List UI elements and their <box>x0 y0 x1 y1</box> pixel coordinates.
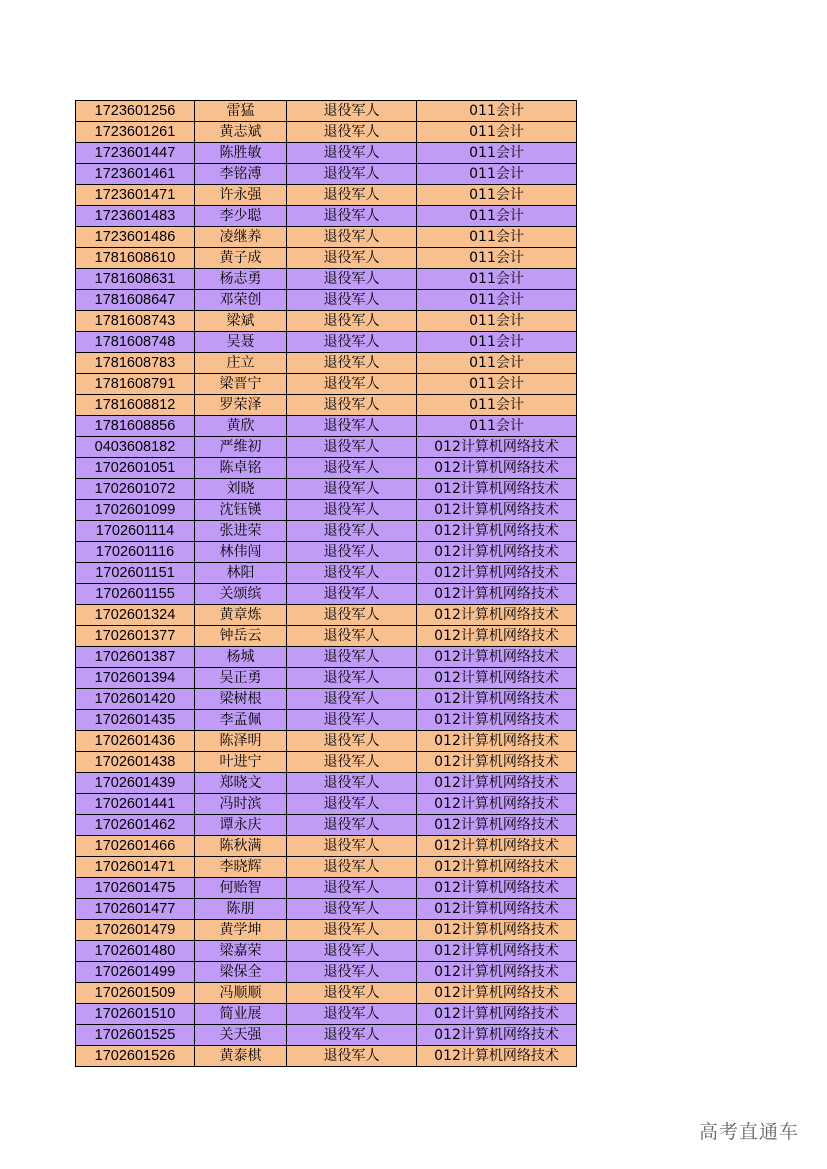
major-cell: 012计算机网络技术 <box>417 1004 577 1025</box>
student-id-cell: 1702601151 <box>76 563 195 584</box>
student-id-cell: 1781608647 <box>76 290 195 311</box>
table-row <box>76 185 577 206</box>
student-name-cell: 陈胜敏 <box>195 143 287 164</box>
table-row <box>76 899 577 920</box>
major-cell: 012计算机网络技术 <box>417 962 577 983</box>
major-cell: 011会计 <box>417 185 577 206</box>
table-row <box>76 227 577 248</box>
category-cell: 退役军人 <box>287 227 417 248</box>
table-row <box>76 626 577 647</box>
category-cell: 退役军人 <box>287 962 417 983</box>
student-id-cell: 1723601471 <box>76 185 195 206</box>
major-cell: 012计算机网络技术 <box>417 689 577 710</box>
major-cell: 012计算机网络技术 <box>417 521 577 542</box>
student-name-cell: 梁保全 <box>195 962 287 983</box>
category-cell: 退役军人 <box>287 164 417 185</box>
category-cell: 退役军人 <box>287 626 417 647</box>
table-row <box>76 206 577 227</box>
student-name-cell: 张进荣 <box>195 521 287 542</box>
table-row <box>76 647 577 668</box>
table-row <box>76 395 577 416</box>
student-id-cell: 1702601436 <box>76 731 195 752</box>
student-id-cell: 1702601435 <box>76 710 195 731</box>
student-name-cell: 陈秋满 <box>195 836 287 857</box>
student-name-cell: 简业展 <box>195 1004 287 1025</box>
student-id-cell: 1702601394 <box>76 668 195 689</box>
table-row <box>76 248 577 269</box>
student-id-cell: 1702601439 <box>76 773 195 794</box>
student-id-cell: 1702601499 <box>76 962 195 983</box>
student-name-cell: 陈朋 <box>195 899 287 920</box>
student-name-cell: 黄子成 <box>195 248 287 269</box>
category-cell: 退役军人 <box>287 899 417 920</box>
student-id-cell: 1702601116 <box>76 542 195 563</box>
table-row <box>76 122 577 143</box>
student-id-cell: 1702601471 <box>76 857 195 878</box>
student-id-cell: 1702601155 <box>76 584 195 605</box>
student-name-cell: 罗荣泽 <box>195 395 287 416</box>
student-name-cell: 谭永庆 <box>195 815 287 836</box>
student-name-cell: 冯顺顺 <box>195 983 287 1004</box>
student-name-cell: 杨城 <box>195 647 287 668</box>
student-name-cell: 黄泰棋 <box>195 1046 287 1067</box>
major-cell: 012计算机网络技术 <box>417 668 577 689</box>
category-cell: 退役军人 <box>287 332 417 353</box>
category-cell: 退役军人 <box>287 941 417 962</box>
student-name-cell: 严维初 <box>195 437 287 458</box>
student-name-cell: 黄学坤 <box>195 920 287 941</box>
student-name-cell: 许永强 <box>195 185 287 206</box>
category-cell: 退役军人 <box>287 584 417 605</box>
category-cell: 退役军人 <box>287 479 417 500</box>
category-cell: 退役军人 <box>287 374 417 395</box>
student-name-cell: 杨志勇 <box>195 269 287 290</box>
major-cell: 012计算机网络技术 <box>417 752 577 773</box>
table-row <box>76 815 577 836</box>
major-cell: 011会计 <box>417 164 577 185</box>
category-cell: 退役军人 <box>287 668 417 689</box>
table-row <box>76 689 577 710</box>
category-cell: 退役军人 <box>287 416 417 437</box>
table-row <box>76 1046 577 1067</box>
student-id-cell: 1702601462 <box>76 815 195 836</box>
table-row <box>76 143 577 164</box>
major-cell: 012计算机网络技术 <box>417 479 577 500</box>
student-id-cell: 1702601480 <box>76 941 195 962</box>
student-id-cell: 1702601466 <box>76 836 195 857</box>
table-row <box>76 500 577 521</box>
category-cell: 退役军人 <box>287 1046 417 1067</box>
table-row <box>76 479 577 500</box>
major-cell: 011会计 <box>417 248 577 269</box>
table-row <box>76 437 577 458</box>
category-cell: 退役军人 <box>287 269 417 290</box>
student-id-cell: 1702601438 <box>76 752 195 773</box>
category-cell: 退役军人 <box>287 773 417 794</box>
category-cell: 退役军人 <box>287 395 417 416</box>
student-name-cell: 吴正勇 <box>195 668 287 689</box>
table-row <box>76 941 577 962</box>
student-id-cell: 1723601483 <box>76 206 195 227</box>
table-row <box>76 857 577 878</box>
student-name-cell: 李铭溥 <box>195 164 287 185</box>
student-id-cell: 1702601477 <box>76 899 195 920</box>
student-id-cell: 1702601114 <box>76 521 195 542</box>
table-row <box>76 773 577 794</box>
major-cell: 012计算机网络技术 <box>417 458 577 479</box>
category-cell: 退役军人 <box>287 1025 417 1046</box>
category-cell: 退役军人 <box>287 836 417 857</box>
category-cell: 退役军人 <box>287 689 417 710</box>
student-id-cell: 1702601051 <box>76 458 195 479</box>
major-cell: 012计算机网络技术 <box>417 794 577 815</box>
student-id-cell: 1781608631 <box>76 269 195 290</box>
student-name-cell: 何贻智 <box>195 878 287 899</box>
major-cell: 012计算机网络技术 <box>417 584 577 605</box>
student-name-cell: 钟岳云 <box>195 626 287 647</box>
student-name-cell: 梁嘉荣 <box>195 941 287 962</box>
major-cell: 012计算机网络技术 <box>417 500 577 521</box>
category-cell: 退役军人 <box>287 731 417 752</box>
table-row <box>76 878 577 899</box>
table-row <box>76 605 577 626</box>
table-row <box>76 752 577 773</box>
student-id-cell: 1723601447 <box>76 143 195 164</box>
student-name-cell: 黄欣 <box>195 416 287 437</box>
student-name-cell: 郑晓文 <box>195 773 287 794</box>
major-cell: 011会计 <box>417 290 577 311</box>
student-name-cell: 吴聂 <box>195 332 287 353</box>
major-cell: 011会计 <box>417 311 577 332</box>
student-name-cell: 叶进宁 <box>195 752 287 773</box>
student-id-cell: 1702601479 <box>76 920 195 941</box>
major-cell: 011会计 <box>417 395 577 416</box>
student-name-cell: 李孟佩 <box>195 710 287 731</box>
category-cell: 退役军人 <box>287 311 417 332</box>
table-row <box>76 332 577 353</box>
student-name-cell: 陈卓铭 <box>195 458 287 479</box>
student-id-cell: 1702601509 <box>76 983 195 1004</box>
student-name-cell: 雷猛 <box>195 101 287 122</box>
category-cell: 退役军人 <box>287 185 417 206</box>
student-id-cell: 1781608856 <box>76 416 195 437</box>
student-id-cell: 1702601377 <box>76 626 195 647</box>
table-row <box>76 290 577 311</box>
table-row <box>76 584 577 605</box>
category-cell: 退役军人 <box>287 101 417 122</box>
category-cell: 退役军人 <box>287 353 417 374</box>
major-cell: 012计算机网络技术 <box>417 437 577 458</box>
major-cell: 012计算机网络技术 <box>417 542 577 563</box>
table-row <box>76 311 577 332</box>
table-row <box>76 269 577 290</box>
table-row <box>76 521 577 542</box>
major-cell: 011会计 <box>417 353 577 374</box>
major-cell: 012计算机网络技术 <box>417 920 577 941</box>
table-row <box>76 458 577 479</box>
major-cell: 012计算机网络技术 <box>417 1046 577 1067</box>
table-row <box>76 962 577 983</box>
category-cell: 退役军人 <box>287 248 417 269</box>
student-name-cell: 梁晋宁 <box>195 374 287 395</box>
student-id-cell: 1781608783 <box>76 353 195 374</box>
major-cell: 011会计 <box>417 122 577 143</box>
student-table <box>75 100 577 1067</box>
student-id-cell: 1723601261 <box>76 122 195 143</box>
table-row <box>76 416 577 437</box>
table-row <box>76 920 577 941</box>
category-cell: 退役军人 <box>287 752 417 773</box>
category-cell: 退役军人 <box>287 500 417 521</box>
major-cell: 012计算机网络技术 <box>417 710 577 731</box>
major-cell: 012计算机网络技术 <box>417 941 577 962</box>
student-id-cell: 1702601441 <box>76 794 195 815</box>
major-cell: 012计算机网络技术 <box>417 647 577 668</box>
student-id-cell: 1702601525 <box>76 1025 195 1046</box>
watermark-text: 高考直通车 <box>698 1121 799 1143</box>
major-cell: 012计算机网络技术 <box>417 605 577 626</box>
student-name-cell: 林阳 <box>195 563 287 584</box>
major-cell: 012计算机网络技术 <box>417 563 577 584</box>
category-cell: 退役军人 <box>287 437 417 458</box>
category-cell: 退役军人 <box>287 290 417 311</box>
major-cell: 011会计 <box>417 269 577 290</box>
student-name-cell: 林伟闯 <box>195 542 287 563</box>
student-id-cell: 1702601510 <box>76 1004 195 1025</box>
major-cell: 012计算机网络技术 <box>417 731 577 752</box>
student-id-cell: 1702601072 <box>76 479 195 500</box>
table-row <box>76 836 577 857</box>
major-cell: 011会计 <box>417 143 577 164</box>
student-id-cell: 1702601324 <box>76 605 195 626</box>
category-cell: 退役军人 <box>287 794 417 815</box>
student-name-cell: 邓荣创 <box>195 290 287 311</box>
table-row <box>76 1004 577 1025</box>
category-cell: 退役军人 <box>287 521 417 542</box>
major-cell: 012计算机网络技术 <box>417 626 577 647</box>
student-id-cell: 0403608182 <box>76 437 195 458</box>
major-cell: 012计算机网络技术 <box>417 857 577 878</box>
category-cell: 退役军人 <box>287 647 417 668</box>
category-cell: 退役军人 <box>287 1004 417 1025</box>
category-cell: 退役军人 <box>287 857 417 878</box>
table-row <box>76 353 577 374</box>
student-id-cell: 1702601475 <box>76 878 195 899</box>
student-name-cell: 凌继养 <box>195 227 287 248</box>
table-row <box>76 731 577 752</box>
table-row <box>76 101 577 122</box>
student-name-cell: 冯时滨 <box>195 794 287 815</box>
category-cell: 退役军人 <box>287 122 417 143</box>
student-id-cell: 1781608748 <box>76 332 195 353</box>
student-name-cell: 梁斌 <box>195 311 287 332</box>
student-name-cell: 刘晓 <box>195 479 287 500</box>
major-cell: 011会计 <box>417 101 577 122</box>
category-cell: 退役军人 <box>287 983 417 1004</box>
major-cell: 012计算机网络技术 <box>417 983 577 1004</box>
major-cell: 011会计 <box>417 332 577 353</box>
student-id-cell: 1781608743 <box>76 311 195 332</box>
category-cell: 退役军人 <box>287 206 417 227</box>
table-row <box>76 983 577 1004</box>
category-cell: 退役军人 <box>287 143 417 164</box>
category-cell: 退役军人 <box>287 920 417 941</box>
student-id-cell: 1702601526 <box>76 1046 195 1067</box>
student-id-cell: 1723601486 <box>76 227 195 248</box>
student-id-cell: 1702601387 <box>76 647 195 668</box>
student-name-cell: 李少聪 <box>195 206 287 227</box>
student-id-cell: 1723601461 <box>76 164 195 185</box>
student-id-cell: 1781608610 <box>76 248 195 269</box>
student-name-cell: 庄立 <box>195 353 287 374</box>
category-cell: 退役军人 <box>287 542 417 563</box>
table-row <box>76 710 577 731</box>
major-cell: 011会计 <box>417 227 577 248</box>
category-cell: 退役军人 <box>287 815 417 836</box>
major-cell: 012计算机网络技术 <box>417 878 577 899</box>
major-cell: 011会计 <box>417 416 577 437</box>
student-id-cell: 1702601099 <box>76 500 195 521</box>
student-id-cell: 1702601420 <box>76 689 195 710</box>
student-name-cell: 黄章炼 <box>195 605 287 626</box>
category-cell: 退役军人 <box>287 605 417 626</box>
major-cell: 012计算机网络技术 <box>417 899 577 920</box>
table-row <box>76 542 577 563</box>
table-row <box>76 794 577 815</box>
student-name-cell: 李晓辉 <box>195 857 287 878</box>
student-id-cell: 1723601256 <box>76 101 195 122</box>
category-cell: 退役军人 <box>287 878 417 899</box>
table-row <box>76 164 577 185</box>
student-name-cell: 黄志斌 <box>195 122 287 143</box>
category-cell: 退役军人 <box>287 563 417 584</box>
student-name-cell: 沈钰锳 <box>195 500 287 521</box>
student-name-cell: 关天强 <box>195 1025 287 1046</box>
student-name-cell: 梁树根 <box>195 689 287 710</box>
major-cell: 012计算机网络技术 <box>417 815 577 836</box>
student-id-cell: 1781608812 <box>76 395 195 416</box>
major-cell: 012计算机网络技术 <box>417 773 577 794</box>
category-cell: 退役军人 <box>287 458 417 479</box>
category-cell: 退役军人 <box>287 710 417 731</box>
table-row <box>76 563 577 584</box>
student-name-cell: 陈泽明 <box>195 731 287 752</box>
major-cell: 012计算机网络技术 <box>417 1025 577 1046</box>
student-id-cell: 1781608791 <box>76 374 195 395</box>
major-cell: 011会计 <box>417 374 577 395</box>
major-cell: 012计算机网络技术 <box>417 836 577 857</box>
student-table-body <box>76 101 577 1067</box>
table-row <box>76 1025 577 1046</box>
student-name-cell: 关颂缤 <box>195 584 287 605</box>
table-row <box>76 668 577 689</box>
table-row <box>76 374 577 395</box>
major-cell: 011会计 <box>417 206 577 227</box>
